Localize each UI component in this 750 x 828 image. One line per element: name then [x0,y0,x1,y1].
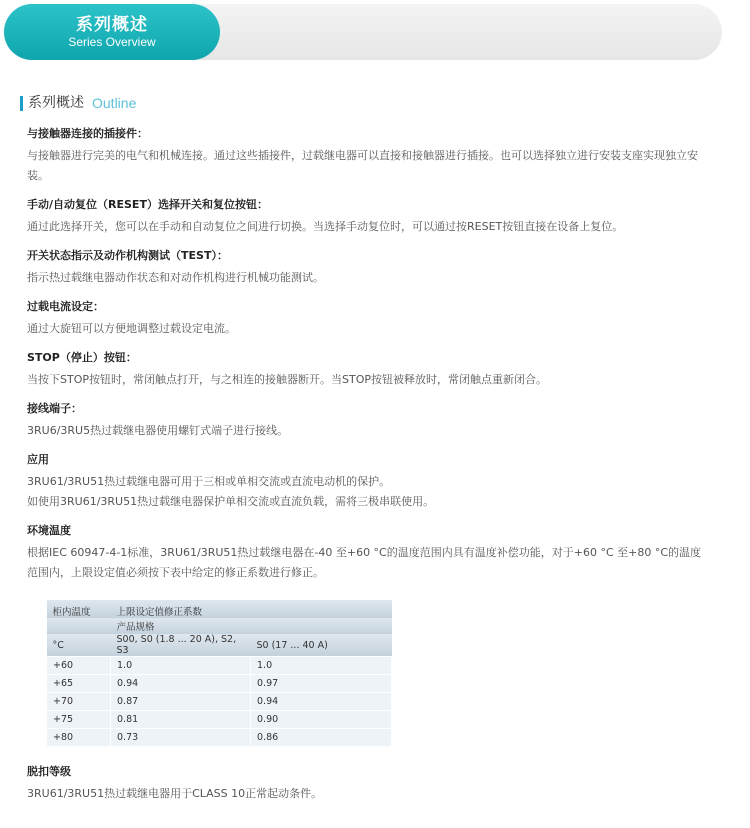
feature-text: 3RU6/3RU5热过载继电器使用螺钉式端子进行接线。 [27,424,289,437]
table-cell: +60 [47,657,111,675]
table-cell: 1.0 [251,657,392,675]
feature-list [27,126,707,594]
table-cell: +75 [47,711,111,729]
table-cell: 1.0 [111,657,251,675]
feature-block [27,523,707,583]
table-cell: 0.94 [111,675,251,693]
trip-class-block [27,764,707,804]
feature-block [27,126,707,186]
feature-heading: 应用 [27,453,49,466]
feature-block [27,299,707,339]
table-header-cell: 柜内温度 [47,600,111,618]
section-heading [20,94,136,112]
table-cell: 0.94 [251,693,392,711]
feature-heading: 过载电流设定： [27,300,104,313]
table-header-cell [47,618,111,634]
banner-subtitle: Series Overview [68,35,156,49]
feature-text: 3RU61/3RU51热过载继电器可用于三相或单相交流或直流电动机的保护。 [27,475,391,488]
feature-text: 通过大旋钮可以方便地调整过载设定电流。 [27,322,236,335]
table-header-cell: S00, S0 (1.8 ... 20 A), S2, S3 [111,634,251,657]
table-header-cell: °C [47,634,111,657]
feature-text: 指示热过载继电器动作状态和对动作机构进行机械功能测试。 [27,271,324,284]
feature-text: 当按下STOP按钮时，常闭触点打开，与之相连的接触器断开。当STOP按钮被释放时，常闭触点重新闭合。 [27,373,547,386]
table-cell: 0.97 [251,675,392,693]
feature-heading: 环境温度 [27,524,71,537]
feature-block [27,452,707,512]
table-row [47,711,392,729]
table-cell: 0.90 [251,711,392,729]
feature-block [27,350,707,390]
table-row [47,657,392,675]
section-title: 系列概述 [28,95,84,111]
table-header-cell: 上限设定值修正系数 [111,600,392,618]
feature-heading: 脱扣等级 [27,765,71,778]
table-cell: +70 [47,693,111,711]
table-header-cell: 产品规格 [111,618,392,634]
feature-text: 3RU61/3RU51热过载继电器用于CLASS 10正常起动条件。 [27,787,323,800]
table-header-cell: S0 (17 ... 40 A) [251,634,392,657]
feature-text: 根据IEC 60947-4-1标准，3RU61/3RU51热过载继电器在-40 至+60 °C的温度范围内具有温度补偿功能，对于+60 °C 至+80 °C的温度范围内，上限设定值必须按下表中给定的修正系数进行修正。 [27,546,702,579]
table-cell: 0.73 [111,729,251,747]
table-cell: 0.87 [111,693,251,711]
correction-table [46,600,392,747]
feature-heading: STOP（停止）按钮： [27,351,137,364]
feature-text: 与接触器进行完美的电气和机械连接。通过这些插接件，过载继电器可以直接和接触器进行插接。也可以选择独立进行安装支座实现独立安装。 [27,149,698,182]
banner-tab [4,4,220,60]
section-title-en: Outline [92,95,137,111]
feature-heading: 接线端子： [27,402,82,415]
table-cell: +80 [47,729,111,747]
table-row [47,675,392,693]
table-row [47,729,392,747]
feature-text: 如使用3RU61/3RU51热过载继电器保护单相交流或直流负载，需将三极串联使用。 [27,495,435,508]
feature-block [27,401,707,441]
feature-block [27,248,707,288]
table-cell: +65 [47,675,111,693]
table-cell: 0.86 [251,729,392,747]
section-marker [20,96,23,111]
feature-block [27,197,707,237]
table-row [47,693,392,711]
feature-text: 通过此选择开关，您可以在手动和自动复位之间进行切换。当选择手动复位时，可以通过按RESET按钮直接在设备上复位。 [27,220,624,233]
banner-title: 系列概述 [76,15,148,35]
feature-heading: 手动/自动复位（RESET）选择开关和复位按钮： [27,198,268,211]
feature-heading: 开关状态指示及动作机构测试（TEST）： [27,249,228,262]
feature-heading: 与接触器连接的插接件： [27,127,148,140]
table-cell: 0.81 [111,711,251,729]
